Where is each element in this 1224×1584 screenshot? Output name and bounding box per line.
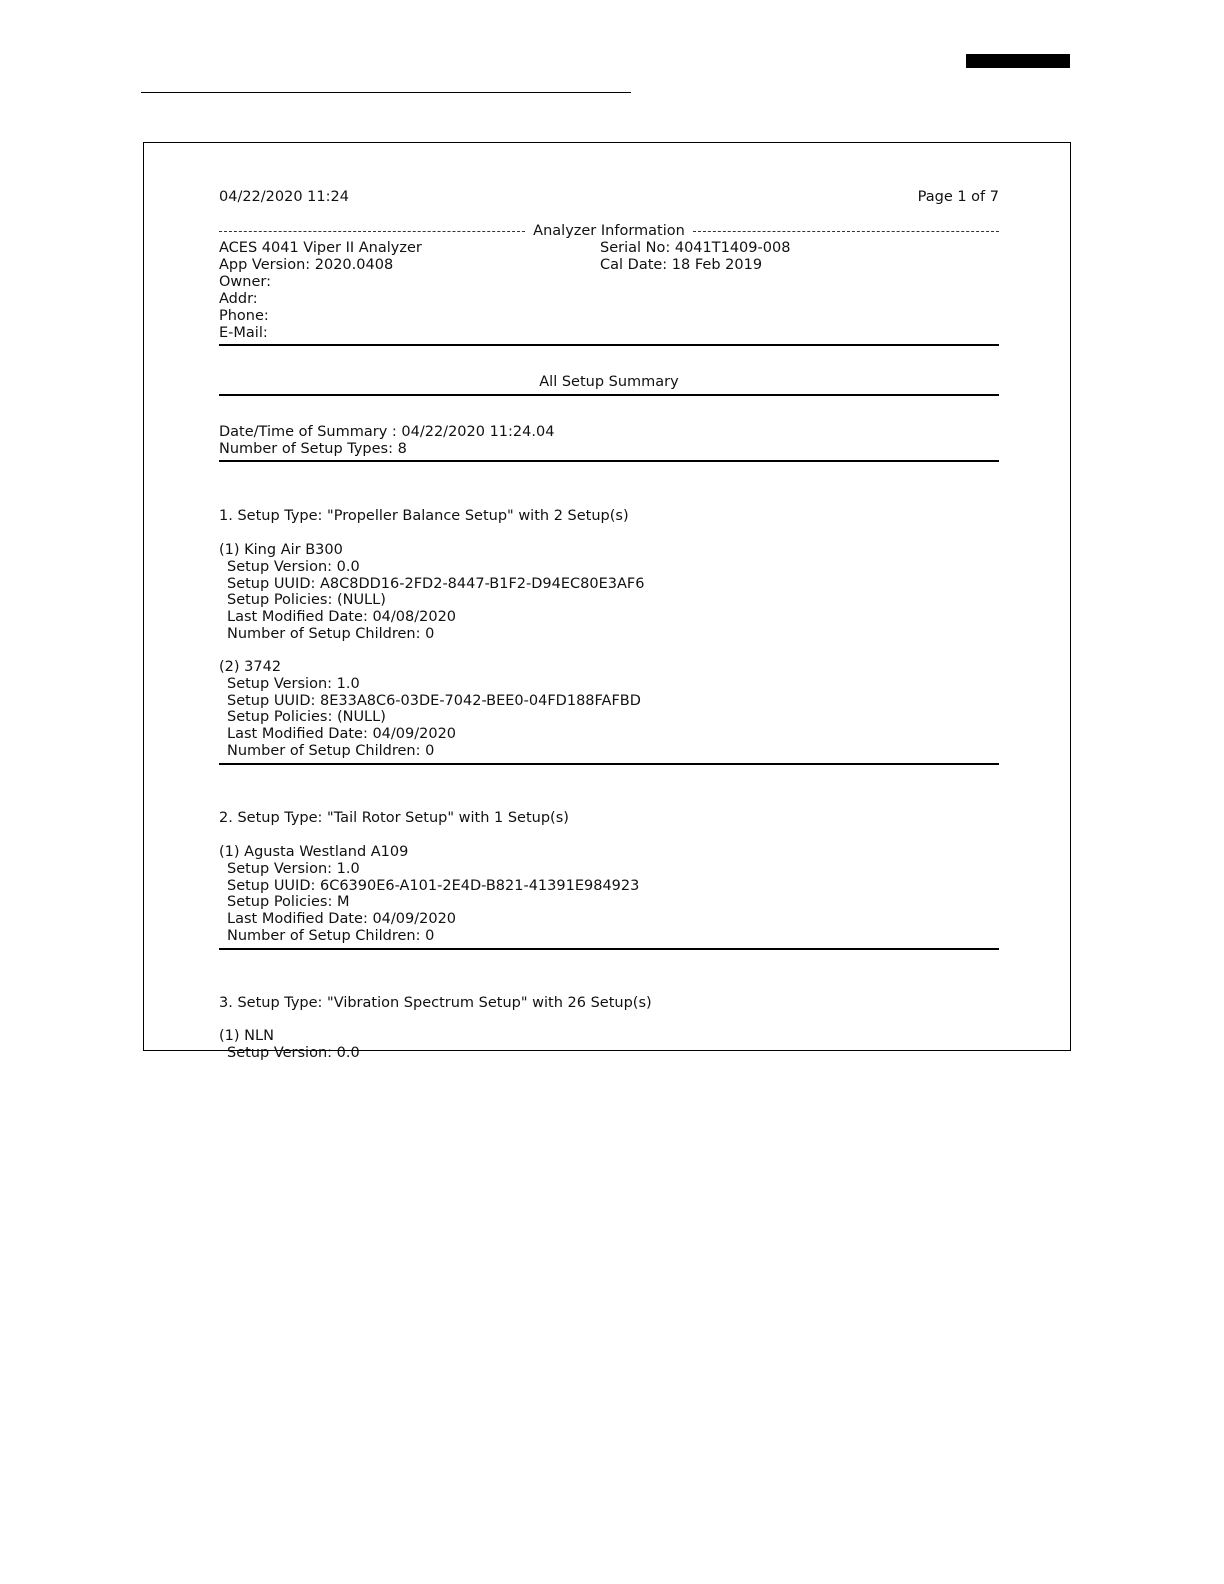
setup-entry <box>219 844 639 945</box>
app-version: App Version: 2020.0408 <box>219 257 394 273</box>
divider <box>219 394 999 396</box>
setup-version: Setup Version: 1.0 <box>227 860 360 877</box>
divider <box>219 763 999 765</box>
setup-policies: Setup Policies: (NULL) <box>227 592 386 609</box>
setup-children-count: Number of Setup Children: 0 <box>227 742 435 759</box>
setup-policies: Setup Policies: M <box>227 894 350 911</box>
analyzer-serial: Serial No: 4041T1409-008 <box>600 240 791 256</box>
analyzer-section-header <box>219 223 999 240</box>
setup-entry <box>219 659 641 760</box>
setup-uuid: Setup UUID: 6C6390E6-A101-2E4D-B821-41391E984923 <box>227 877 640 894</box>
setup-version: Setup Version: 0.0 <box>227 1044 360 1061</box>
setup-version: Setup Version: 0.0 <box>227 558 360 575</box>
setup-type-heading: 1. Setup Type: "Propeller Balance Setup" with 2 Setup(s) <box>219 508 629 524</box>
setup-entry <box>219 1028 360 1062</box>
setup-entry <box>219 542 644 643</box>
report-screenshot-frame <box>143 142 1071 1061</box>
setup-type-heading: 2. Setup Type: "Tail Rotor Setup" with 1 Setup(s) <box>219 810 569 826</box>
setup-name: (1) Agusta Westland A109 <box>219 844 409 860</box>
setup-last-modified: Last Modified Date: 04/09/2020 <box>227 911 457 928</box>
divider <box>219 948 999 950</box>
redaction-bar <box>966 54 1070 68</box>
cal-date: Cal Date: 18 Feb 2019 <box>600 257 763 273</box>
report-datetime: 04/22/2020 11:24 <box>219 189 349 205</box>
divider <box>219 344 999 346</box>
setup-type-count: Number of Setup Types: 8 <box>219 441 407 457</box>
page-number: Page 1 of 7 <box>917 189 999 205</box>
top-rule <box>141 92 631 93</box>
setup-name: (1) King Air B300 <box>219 542 343 558</box>
setup-policies: Setup Policies: (NULL) <box>227 709 386 726</box>
setup-type-heading: 3. Setup Type: "Vibration Spectrum Setup" with 26 Setup(s) <box>219 995 652 1011</box>
divider <box>219 460 999 462</box>
analyzer-section-title: Analyzer Information <box>527 223 691 239</box>
setup-name: (2) 3742 <box>219 659 282 675</box>
setup-last-modified: Last Modified Date: 04/09/2020 <box>227 726 457 743</box>
setup-children-count: Number of Setup Children: 0 <box>227 927 435 944</box>
setup-uuid: Setup UUID: A8C8DD16-2FD2-8447-B1F2-D94EC80E3AF6 <box>227 575 645 592</box>
setup-name: (1) NLN <box>219 1028 274 1044</box>
phone-field: Phone: <box>219 308 269 324</box>
addr-field: Addr: <box>219 291 258 307</box>
summary-datetime: Date/Time of Summary : 04/22/2020 11:24.04 <box>219 424 555 440</box>
setup-children-count: Number of Setup Children: 0 <box>227 625 435 642</box>
summary-title: All Setup Summary <box>539 374 679 390</box>
setup-version: Setup Version: 1.0 <box>227 675 360 692</box>
setup-uuid: Setup UUID: 8E33A8C6-03DE-7042-BEE0-04FD188FAFBD <box>227 692 641 709</box>
email-field: E-Mail: <box>219 325 268 341</box>
analyzer-model: ACES 4041 Viper II Analyzer <box>219 240 422 256</box>
setup-last-modified: Last Modified Date: 04/08/2020 <box>227 609 457 626</box>
owner-field: Owner: <box>219 274 271 290</box>
